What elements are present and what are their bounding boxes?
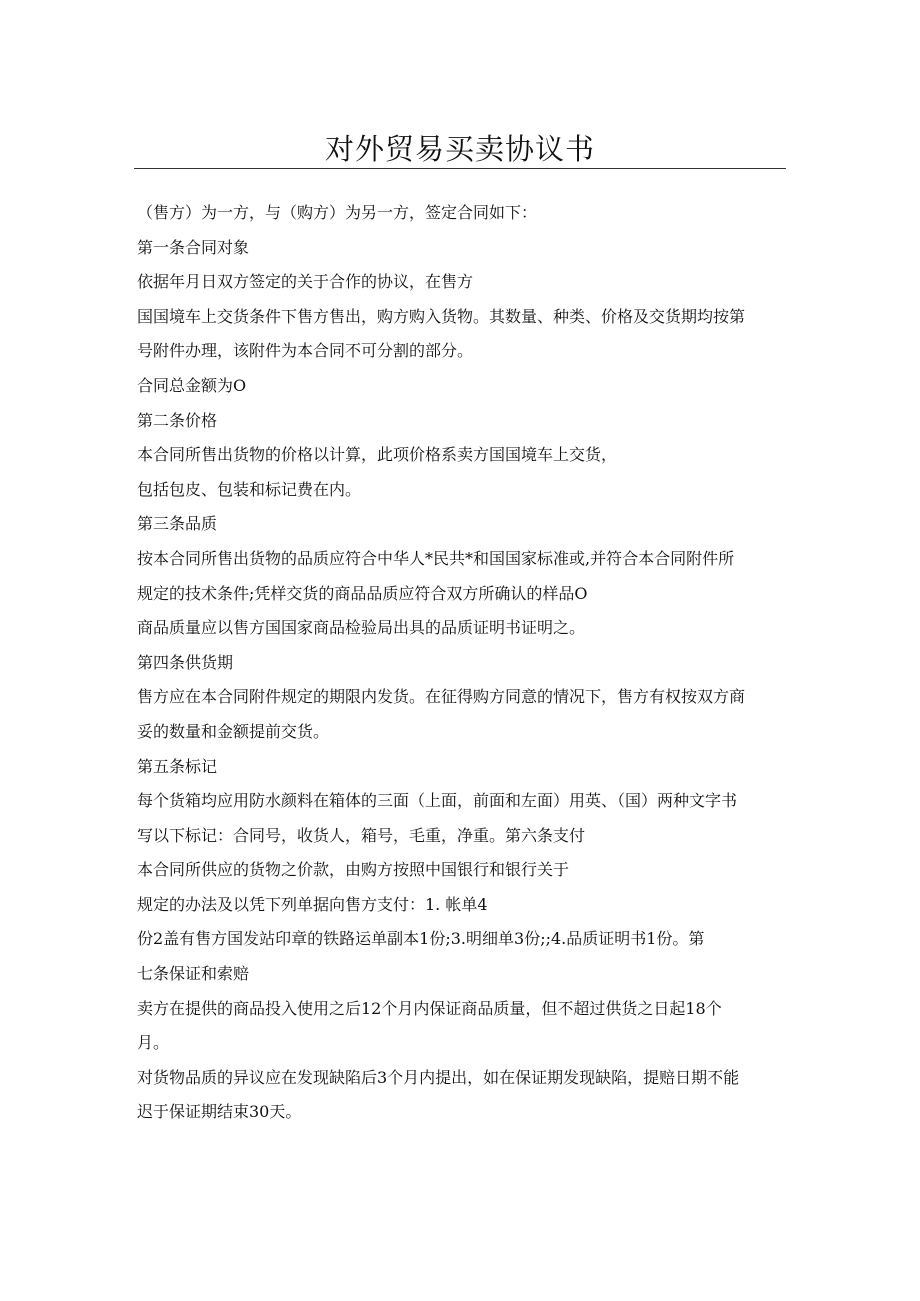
text-line: 按本合同所售出货物的品质应符合中华人*民共*和国国家标准或,并符合本合同附件所 [137,548,735,568]
text-line: 七条保证和索赔 [137,964,250,984]
text-line: 号附件办理，该附件为本合同不可分割的部分。 [137,341,474,361]
text-line: 妥的数量和金额提前交货。 [137,721,330,741]
text-line: （售方）为一方，与（购方）为另一方，签定合同如下： [137,203,538,222]
text-line: 售方应在本合同附件规定的期限内发货。在征得购方同意的情况下，售方有权按双方商 [137,687,746,707]
text-line: 国国境车上交货条件下售方售出，购方购入货物。其数量、种类、价格及交货期均按第 [137,306,746,326]
section-heading: 第五条标记 [137,756,218,776]
text-line: 包括包皮、包装和标记费在内。 [137,479,362,499]
section-heading: 第三条品质 [137,514,218,534]
text-line: 迟于保证期结束30天。 [137,1102,302,1122]
text-line: 依据年月日双方签定的关于合作的协议，在售方 [137,272,474,292]
text-line: 每个货箱均应用防水颜料在箱体的三面（上面，前面和左面）用英、（国）两种文字书 [137,791,738,811]
text-line: 规定的技术条件;凭样交货的商品品质应符合双方所确认的样品O [137,583,588,603]
title-underline [134,168,786,169]
document-title: 对外贸易买卖协议书 [324,132,595,166]
text-line: 合同总金额为O [137,375,247,395]
text-line: 写以下标记：合同号，收货人，箱号，毛重，净重。第六条支付 [137,825,586,845]
text-line: 本合同所供应的货物之价款，由购方按照中国银行和银行关于 [137,860,570,880]
section-heading: 第一条合同对象 [137,237,250,257]
text-line: 份2盖有售方国发站印章的铁路运单副本1份;3.明细单3份;;4.品质证明书1份。第 [137,929,705,949]
section-heading: 第四条供货期 [137,652,234,672]
text-line: 月。 [137,1033,170,1053]
text-line: 商品质量应以售方国国家商品检验局出具的品质证明书证明之。 [137,618,586,638]
document-body [137,196,787,1130]
text-line: 本合同所售出货物的价格以计算，此项价格系卖方国国境车上交货， [137,445,618,465]
section-heading: 第二条价格 [137,410,218,430]
text-line: 规定的办法及以凭下列单据向售方支付：1. 帐单4 [137,894,488,914]
text-line: 卖方在提供的商品投入使用之后12个月内保证商品质量，但不超过供货之日起18个 [137,998,722,1018]
text-line: 对货物品质的异议应在发现缺陷后3个月内提出，如在保证期发现缺陷，提赔日期不能 [137,1067,740,1087]
